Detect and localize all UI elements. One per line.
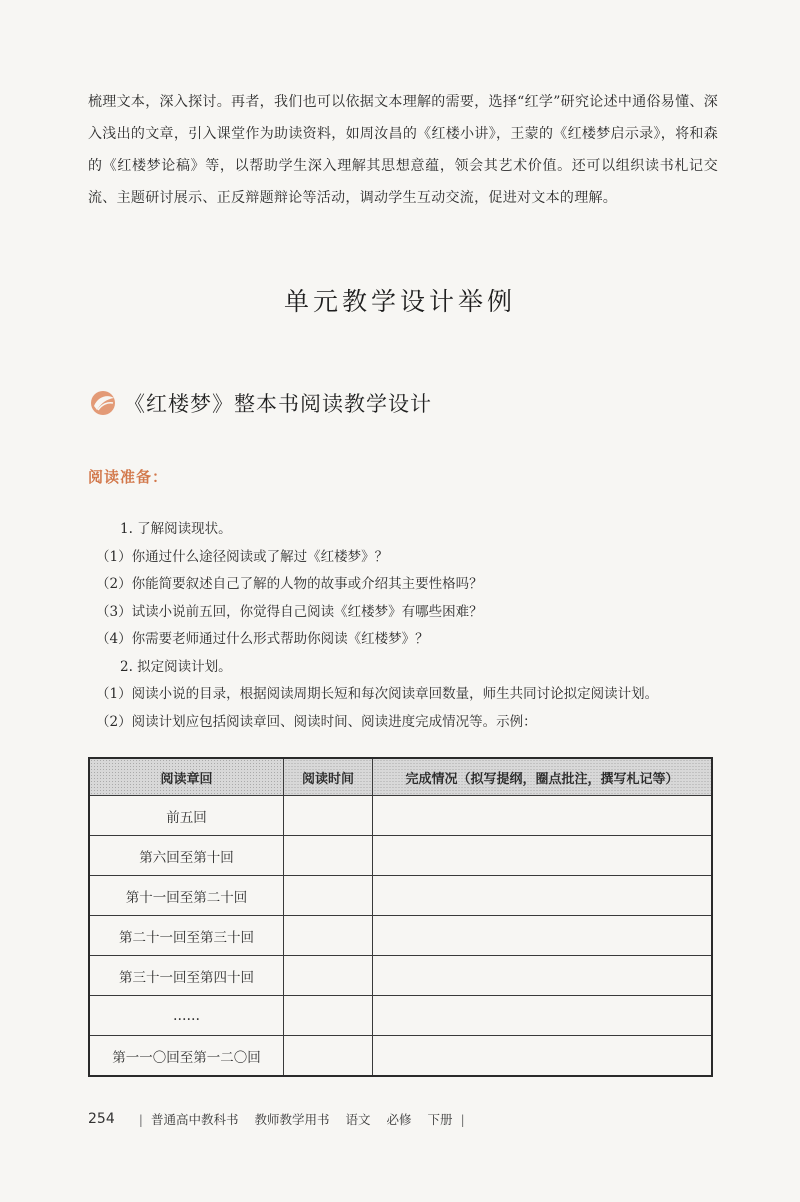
footer-series: 普通高中教科书 — [150, 1112, 239, 1127]
progress-cell — [373, 916, 713, 956]
list-item: 1. 了解阅读现状。 — [120, 521, 232, 537]
table-header-row — [89, 758, 712, 796]
table-row — [89, 796, 712, 836]
prep-item-list — [96, 516, 730, 736]
reading-prep-title: 阅读准备： — [88, 468, 169, 486]
time-cell — [284, 796, 373, 836]
table-row — [89, 876, 712, 916]
page-footer — [88, 1110, 473, 1128]
column-header-chapters: 阅读章回 — [89, 758, 284, 796]
table-row — [89, 916, 712, 956]
column-header-progress: 完成情况（拟写提纲，圈点批注，撰写札记等） — [373, 758, 713, 796]
footer-subject: 语文 — [345, 1112, 371, 1127]
progress-cell — [373, 1036, 713, 1077]
time-cell — [284, 996, 373, 1036]
progress-cell — [373, 836, 713, 876]
progress-cell — [373, 796, 713, 836]
footer-book-type: 教师教学用书 — [254, 1112, 330, 1127]
design-heading-text: 《红楼梦》整本书阅读教学设计 — [124, 392, 432, 416]
list-item: （4）你需要老师通过什么形式帮助你阅读《红楼梦》？ — [96, 631, 429, 647]
footer-part: 下册 — [427, 1112, 453, 1127]
intro-paragraph: 梳理文本，深入探讨。再者，我们也可以依据文本理解的需要，选择“红学”研究论述中通俗易懂、深入浅出的文章，引入课堂作为助读资料，如周汝昌的《红楼小讲》，王蒙的《红楼梦启示录》，将和森的《红楼梦论稿》等，以帮助学生深入理解其思想意蕴，领会其艺术价值。还可以组织读书札记交流、主题研讨展示、正反辩题辩论等活动，调动学生互动交流，促进对文本的理解。 — [88, 94, 718, 206]
list-item: （3）试读小说前五回，你觉得自己阅读《红楼梦》有哪些困难？ — [96, 603, 483, 620]
page-number: 254 — [88, 1111, 115, 1127]
list-item: （1）阅读小说的目录，根据阅读周期长短和每次阅读章回数量，师生共同讨论拟定阅读计划。 — [96, 686, 659, 702]
time-cell — [284, 836, 373, 876]
footer-book-info — [151, 1110, 453, 1128]
column-header-time: 阅读时间 — [284, 758, 373, 796]
chapter-cell: 第六回至第十回 — [89, 836, 284, 876]
footer-divider: | — [460, 1111, 465, 1127]
footer-volume: 必修 — [386, 1112, 412, 1127]
chapter-cell: …… — [89, 996, 284, 1036]
table-row — [89, 836, 712, 876]
chapter-cell: 第十一回至第二十回 — [89, 876, 284, 916]
footer-divider: | — [138, 1111, 143, 1127]
list-item: （1）你通过什么途径阅读或了解过《红楼梦》？ — [96, 548, 389, 565]
list-item: （2）阅读计划应包括阅读章回、阅读时间、阅读进度完成情况等。示例： — [96, 713, 537, 730]
time-cell — [284, 1036, 373, 1077]
progress-cell — [373, 876, 713, 916]
time-cell — [284, 876, 373, 916]
section-title: 单元教学设计举例 — [283, 287, 516, 316]
design-heading — [88, 385, 432, 421]
list-item: （2）你能简要叙述自己了解的人物的故事或介绍其主要性格吗？ — [96, 576, 483, 592]
chapter-cell: 第三十一回至第四十回 — [89, 956, 284, 996]
progress-cell — [373, 956, 713, 996]
chapter-cell: 前五回 — [89, 796, 284, 836]
chapter-cell: 第二十一回至第三十回 — [89, 916, 284, 956]
time-cell — [284, 956, 373, 996]
reading-plan-table — [88, 757, 713, 1077]
time-cell — [284, 916, 373, 956]
progress-cell — [373, 996, 713, 1036]
list-item: 2. 拟定阅读计划。 — [120, 658, 232, 675]
table-row — [89, 996, 712, 1036]
chapter-cell: 第一一〇回至第一二〇回 — [89, 1036, 284, 1077]
table-row — [89, 1036, 712, 1077]
table-row — [89, 956, 712, 996]
section-marker-icon — [88, 388, 118, 418]
